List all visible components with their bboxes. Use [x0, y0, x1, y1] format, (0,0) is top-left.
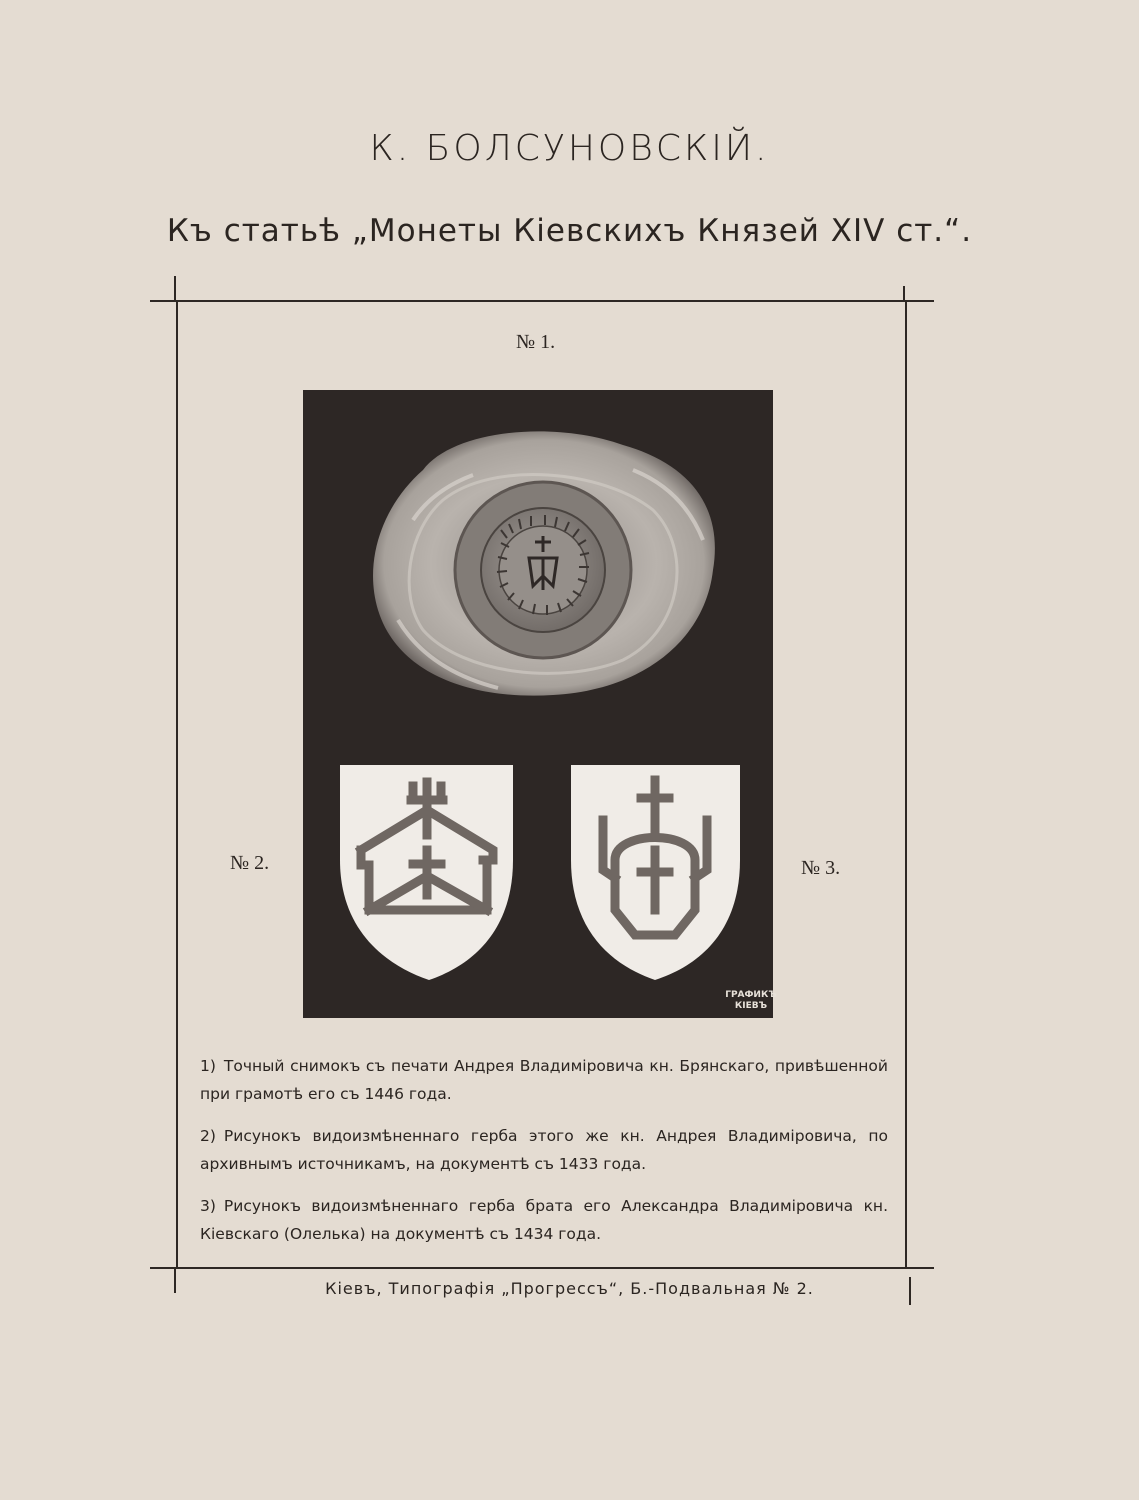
author-name: К. БОЛСУНОВСКІЙ. [369, 128, 770, 169]
figure-2-label: № 2. [230, 852, 270, 874]
caption-item-1 [200, 1052, 888, 1108]
top-tick-right [903, 286, 905, 302]
caption-text: Точный снимокъ съ печати Андрея Владиміровича кн. Брянскаго, привѣшенной при грамотѣ его съ 1446 года. [200, 1057, 888, 1103]
printer-imprint: Кіевъ, Типографія „Прогрессъ“, Б.-Подвальная № 2. [325, 1279, 814, 1298]
caption-list [200, 1052, 888, 1262]
coat-of-arms-shield-icon [571, 765, 740, 980]
caption-item-2 [200, 1122, 888, 1178]
caption-item-3 [200, 1192, 888, 1248]
bottom-rule [150, 1267, 934, 1269]
coat-of-arms-shield-icon [340, 765, 513, 980]
stamp-line-1: ГРАФИКЪ [725, 990, 777, 1000]
stamp-line-2: КІЕВЪ [734, 1001, 768, 1011]
right-frame-line [905, 302, 907, 1267]
caption-text: Рисунокъ видоизмѣненнаго герба этого же кн. Андрея Владиміровича, по архивнымъ источникамъ, на документѣ съ 1433 года. [200, 1127, 888, 1173]
engraver-stamp [716, 990, 786, 1012]
caption-text: Рисунокъ видоизмѣненнаго герба брата его Александра Владиміровича кн. Кіевскаго (Олелька) на документѣ съ 1434 года. [200, 1197, 888, 1243]
caption-number: 2) [200, 1127, 216, 1145]
figure-1-label: № 1. [516, 331, 556, 353]
top-rule [150, 300, 934, 302]
caption-number: 3) [200, 1197, 216, 1215]
caption-number: 1) [200, 1057, 216, 1075]
left-frame-line [176, 302, 178, 1267]
top-tick-left [174, 276, 176, 300]
photo-plate [303, 390, 777, 1018]
plate-illustration [303, 390, 773, 1018]
article-title: Къ статьѣ „Монеты Кіевскихъ Князей XIV ст.“. [166, 213, 973, 249]
figure-3-label: № 3. [801, 857, 841, 879]
seal-impression-icon [373, 431, 715, 695]
